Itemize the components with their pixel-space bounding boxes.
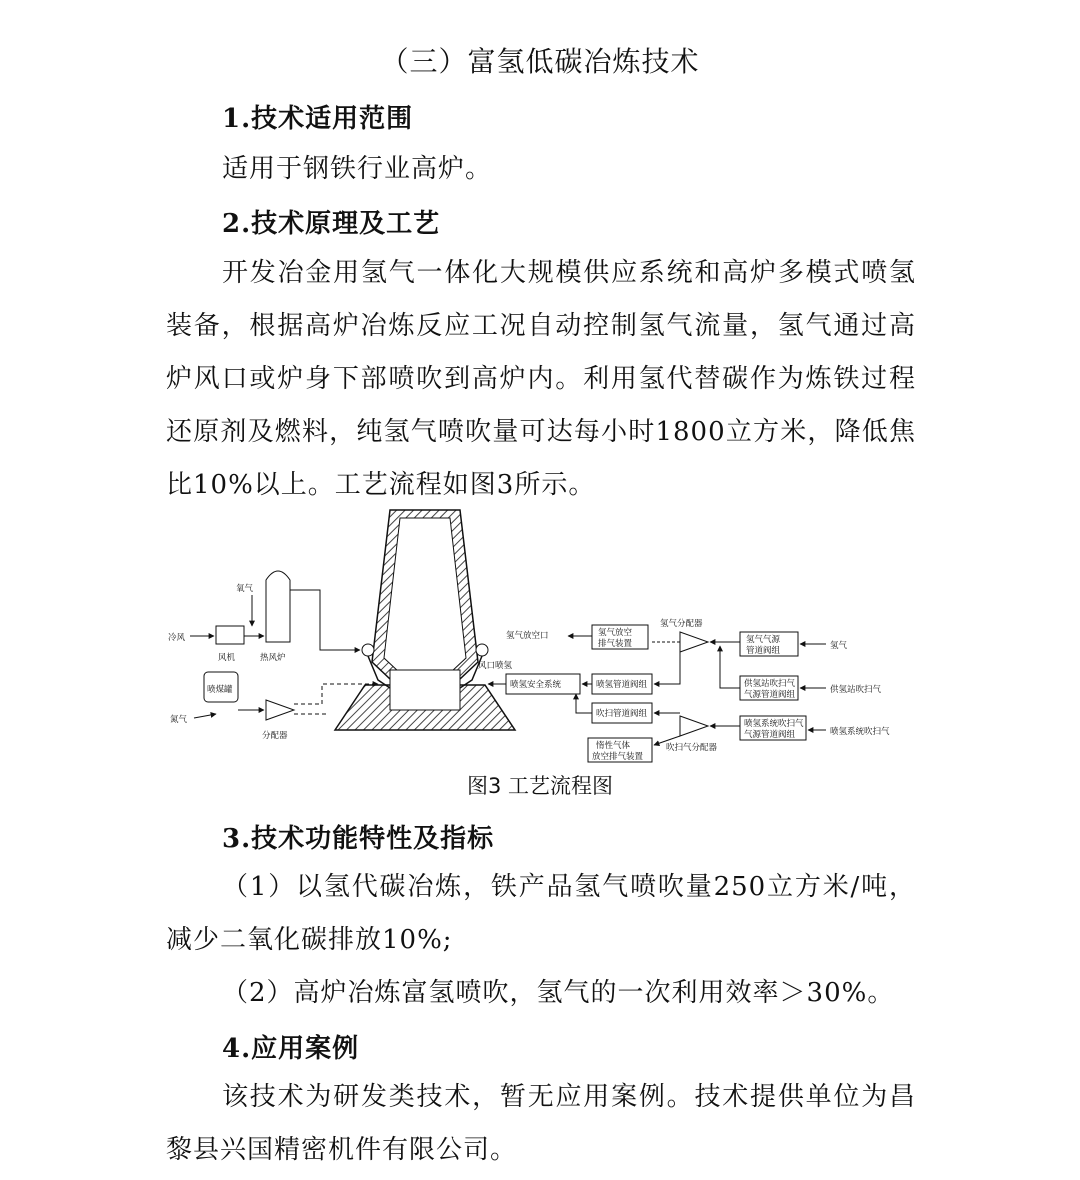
label-purge-distributor: 吹扫气分配器 — [666, 743, 718, 753]
station-purge-label2: 气源管道阀组 — [744, 690, 796, 700]
page-title: （三）富氢低碳冶炼技术 — [380, 45, 700, 78]
label-station-purge-gas: 供氢站吹扫气 — [830, 685, 882, 695]
distributor-symbol — [266, 700, 294, 720]
label-tuyere-hydrogen: 风口喷氢 — [478, 661, 513, 671]
label-system-purge-gas: 喷氢系统吹扫气 — [830, 727, 890, 737]
hydrogen-distributor-symbol — [680, 632, 708, 652]
label-hydrogen-distributor: 氢气分配器 — [660, 619, 703, 629]
blast-furnace — [335, 510, 515, 730]
process-flow-diagram — [160, 500, 920, 770]
label-coal-tank: 喷煤罐 — [207, 685, 233, 695]
label-purge-valve: 吹扫管道阀组 — [596, 709, 648, 719]
label-hydrogen: 氢气 — [830, 641, 848, 651]
label-hot-stove: 热风炉 — [260, 653, 286, 663]
system-purge-label2: 气源管道阀组 — [744, 730, 796, 740]
section1-text: 适用于钢铁行业高炉。 — [222, 154, 493, 184]
vent-device-label1: 氢气放空 — [598, 628, 633, 638]
source-valve-label2: 管道阀组 — [746, 646, 781, 656]
label-blower: 风机 — [218, 653, 236, 663]
section1-heading: 1.技术适用范围 — [222, 104, 414, 134]
inert-vent-label1: 惰性气体 — [596, 741, 631, 751]
section2-heading: 2.技术原理及工艺 — [222, 209, 441, 239]
section3-heading: 3.技术功能特性及指标 — [222, 824, 495, 854]
section3-item2: （2）高炉冶炼富氢喷吹，氢气的一次利用效率＞30%。 — [222, 978, 895, 1008]
label-oxygen: 氧气 — [236, 584, 254, 594]
label-injection-valve: 喷氢管道阀组 — [596, 680, 648, 690]
label-cold-air: 冷风 — [168, 633, 186, 643]
blower-box — [216, 626, 244, 644]
figure-caption: 图3 工艺流程图 — [466, 774, 614, 798]
section3-item1: （1）以氢代碳冶炼，铁产品氢气喷吹量250立方米/吨，减少二氧化碳排放10%; — [166, 872, 916, 955]
purge-distributor-symbol — [680, 716, 708, 736]
section4-heading: 4.应用案例 — [222, 1034, 360, 1064]
label-hydrogen-vent: 氢气放空口 — [506, 631, 549, 641]
station-purge-label1: 供氢站吹扫气 — [744, 679, 796, 689]
section4-text: 该技术为研发类技术，暂无应用案例。技术提供单位为昌黎县兴国精密机件有限公司。 — [166, 1082, 916, 1165]
source-valve-label1: 氢气气源 — [746, 635, 781, 645]
system-purge-label1: 喷氢系统吹扫气 — [744, 719, 804, 729]
vent-device-label2: 排气装置 — [598, 639, 633, 649]
hot-stove — [266, 571, 290, 642]
inert-vent-label2: 放空排气装置 — [592, 752, 644, 762]
label-distributor: 分配器 — [262, 731, 288, 741]
label-safety-system: 喷氢安全系统 — [510, 680, 562, 690]
label-nitrogen: 氮气 — [170, 715, 188, 725]
section2-text: 开发冶金用氢气一体化大规模供应系统和高炉多模式喷氢装备，根据高炉冶炼反应工况自动控制氢气流量，氢气通过高炉风口或炉身下部喷吹到高炉内。利用氢代替碳作为炼铁过程还原剂及燃料，纯氢气喷吹量可达每小时1800立方米，降低焦比10%以上。工艺流程如图3所示。 — [166, 258, 916, 500]
